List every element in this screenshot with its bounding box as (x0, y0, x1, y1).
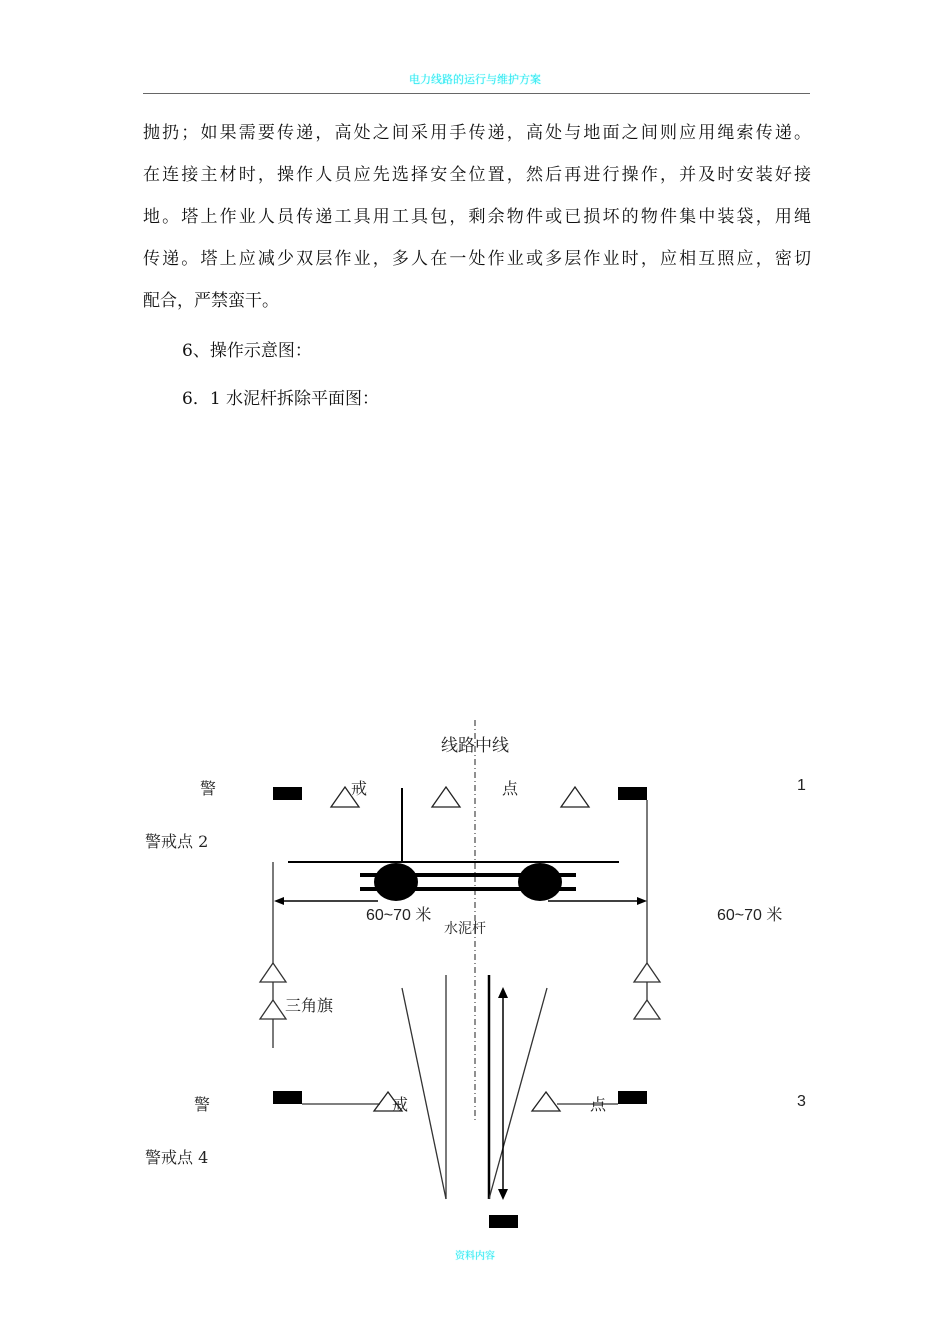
guard-point-4-label: 警戒点 4 (145, 1148, 209, 1167)
guard-point-2-label: 警戒点 2 (145, 832, 209, 851)
page-header-title: 电力线路的运行与维护方案 (409, 73, 541, 86)
warning-marker (273, 787, 302, 800)
paragraph-line: 抛扔；如果需要传递，高处之间采用手传递，高处与地面之间则应用绳索传递。 (143, 123, 811, 143)
guard-point-number: 3 (797, 1093, 806, 1110)
triangle-flag-icon (532, 1092, 560, 1111)
guard-point-number: 1 (797, 777, 806, 794)
triangle-flag-icon (634, 1000, 660, 1019)
pole-base (518, 863, 562, 901)
guard-char: 警 (200, 779, 217, 798)
pole-base (374, 863, 418, 901)
arrow-left-icon (274, 897, 284, 905)
arrow-right-icon (637, 897, 647, 905)
page-footer: 资料内容 (455, 1251, 495, 1262)
triangle-flag-icon (634, 963, 660, 982)
guard-char: 戒 (351, 779, 368, 798)
centerline-label: 线路中线 (441, 736, 509, 756)
warning-marker (618, 787, 647, 800)
guard-char: 戒 (392, 1095, 409, 1114)
arrow-down-icon (498, 1189, 508, 1200)
paragraph-line: 地。塔上作业人员传递工具用工具包，剩余物件或已损坏的物件集中装袋，用绳 (143, 207, 811, 227)
section-heading-6-1: 6．1 水泥杆拆除平面图： (182, 389, 380, 409)
warning-marker (489, 1215, 518, 1228)
triangle-flag-icon (561, 787, 589, 807)
triangle-flag-icon (260, 963, 286, 982)
guard-char: 点 (502, 779, 519, 798)
paragraph-line: 传递。塔上应减少双层作业，多人在一处作业或多层作业时，应相互照应，密切 (143, 249, 811, 269)
triangle-flag-icon (260, 1000, 286, 1019)
pole-label: 水泥杆 (444, 921, 486, 937)
section-heading-6: 6、操作示意图： (182, 341, 312, 361)
dimension-left-label: 60~70 米 (366, 907, 432, 924)
triangle-flag-icon (432, 787, 460, 807)
guard-char: 警 (194, 1095, 211, 1114)
warning-marker (618, 1091, 647, 1104)
arrow-up-icon (498, 987, 508, 998)
flag-label: 三角旗 (285, 996, 334, 1015)
dimension-right-label: 60~70 米 (717, 907, 783, 924)
warning-marker (273, 1091, 302, 1104)
paragraph-line: 在连接主材时，操作人员应先选择安全位置，然后再进行操作，并及时安装好接 (143, 165, 811, 185)
paragraph-line: 配合，严禁蛮干。 (143, 291, 279, 311)
guard-char: 点 (590, 1095, 607, 1114)
